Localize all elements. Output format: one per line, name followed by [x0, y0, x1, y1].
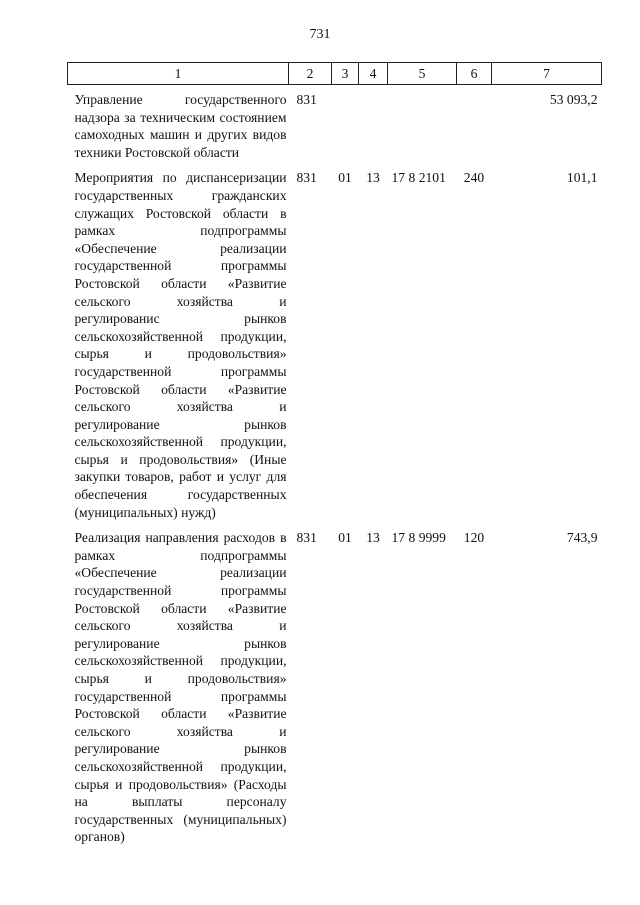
column-header-3: 3 — [332, 63, 359, 85]
column-header-4: 4 — [359, 63, 388, 85]
budget-table — [67, 62, 602, 854]
column-header-5: 5 — [388, 63, 457, 85]
row-subsection-code: 13 — [366, 170, 380, 186]
row-subsection-code — [359, 85, 388, 170]
column-header-6: 6 — [457, 63, 492, 85]
row-target-article-code: 17 8 2101 — [391, 170, 446, 186]
row-name: Управление государственного надзора за техническим состоянием самоходных машин и других видов техники Ростовской области — [74, 92, 287, 160]
table-row — [68, 529, 602, 854]
table-row — [68, 85, 602, 170]
row-subsection-code: 13 — [366, 530, 380, 546]
column-header-7: 7 — [492, 63, 602, 85]
row-target-article-code — [388, 85, 457, 170]
row-expense-type-code: 120 — [463, 530, 485, 546]
row-section-code — [332, 85, 359, 170]
row-ved-code: 831 — [296, 92, 317, 107]
row-ved-code: 831 — [296, 170, 317, 186]
row-ved-code: 831 — [296, 530, 317, 546]
row-amount: 101,1 — [566, 170, 598, 186]
row-name: Мероприятия по диспансеризации государственных гражданских служащих Ростовской области в рамках подпрограммы «Обеспечение реализации государственной программы Ростовской области «Развитие сельского хозяйства и регулированис рынков сельскохозяйственной продукции, сырья и продовольствия» государственной программы Ростовской области «Развитие сельского хозяйства и регулирование рынков сельскохозяйственной продукции, сырья и продовольствия» (Иные закупки товаров, работ и услуг для обеспечения государственных (муниципальных) нужд) — [74, 170, 287, 520]
column-number-row — [68, 63, 602, 85]
column-header-1: 1 — [68, 63, 289, 85]
row-target-article-code: 17 8 9999 — [391, 530, 446, 546]
row-amount: 743,9 — [566, 530, 598, 546]
row-expense-type-code: 240 — [463, 170, 485, 186]
column-header-2: 2 — [289, 63, 332, 85]
row-expense-type-code — [457, 85, 492, 170]
row-section-code: 01 — [338, 170, 352, 186]
row-section-code: 01 — [338, 530, 352, 546]
row-name: Реализация направления расходов в рамках подпрограммы «Обеспечение реализации государственной программы Ростовской области «Развитие сельского хозяйства и регулирование рынков сельскохозяйственной продукции, сырья и продовольствия» государственной программы Ростовской области «Развитие сельского хозяйства и регулирование рынков сельскохозяйственной продукции, сырья и продовольствия» (Расходы на выплаты персоналу государственных (муниципальных) органов) — [74, 530, 287, 845]
table-row — [68, 169, 602, 529]
page-number: 731 — [309, 27, 331, 42]
row-amount: 53 093,2 — [549, 92, 598, 107]
